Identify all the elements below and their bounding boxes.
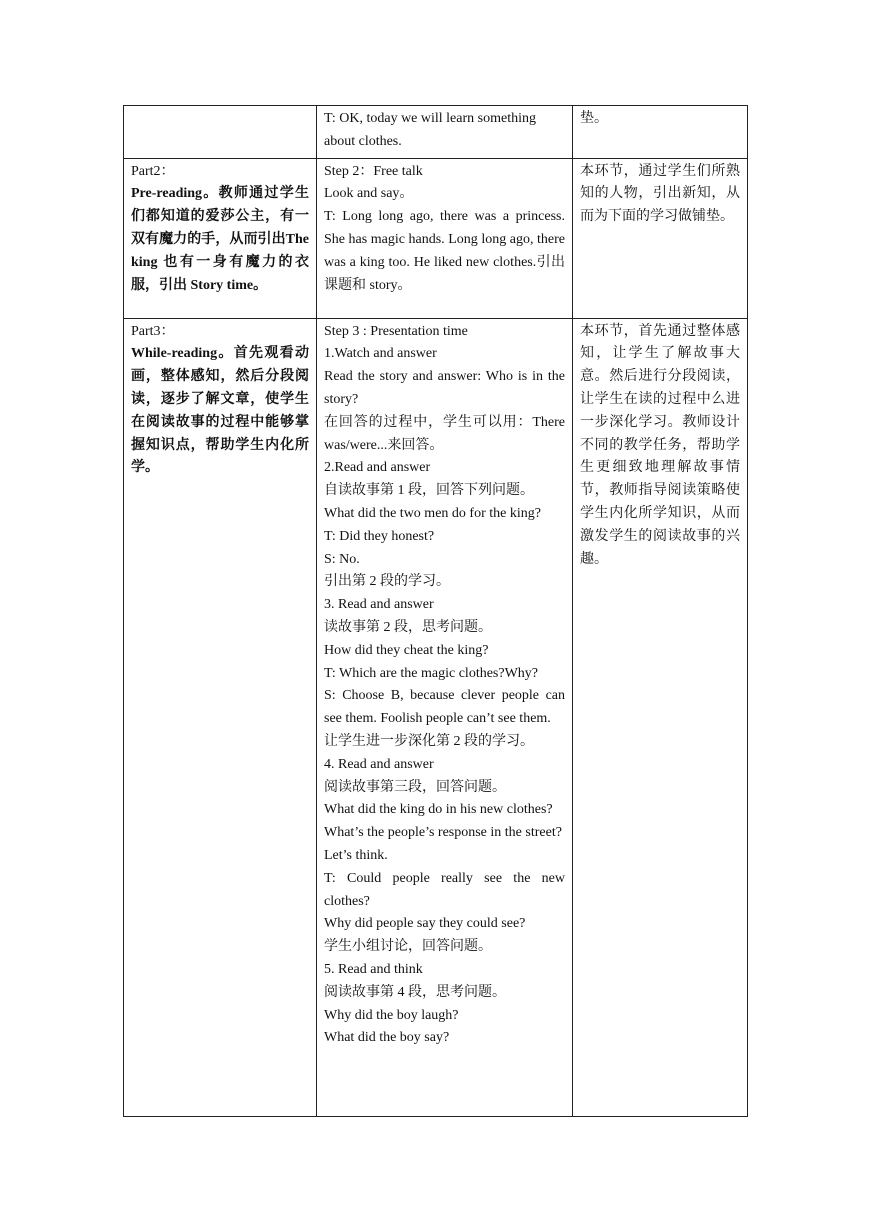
process-line: S: No.	[324, 551, 360, 567]
process-line: 1.Watch and answer	[324, 346, 437, 362]
process-line: 学生小组讨论，回答问题。	[324, 939, 492, 955]
process-line: 阅读故事第三段，回答问题。	[324, 779, 506, 795]
stage-label: Part3：	[131, 323, 175, 339]
process-line: 阅读故事第 4 段，思考问题。	[324, 984, 506, 1000]
process-line: Step 2：Free talk	[324, 163, 423, 179]
process-line: S: Choose B, because clever people can see them. Foolish people can’t see them.	[324, 688, 565, 727]
process-line: 4. Read and answer	[324, 756, 434, 772]
notes-text: 本环节，通过学生们所熟知的人物，引出新知，从而为下面的学习做铺垫。	[580, 163, 740, 225]
process-line: 读故事第 2 段，思考问题。	[324, 619, 492, 635]
process-line: Look and say。	[324, 186, 414, 202]
process-line: T: Long long ago, there was a princess. She has magic hands. Long long ago, there was a king too. He liked new clothes.引出课题和 story。	[324, 209, 565, 293]
stage-description: While-reading。首先观看动画，整体感知，然后分段阅读，逐步了解文章，使学生在阅读故事的过程中能够掌握知识点，帮助学生内化所学。	[131, 346, 309, 476]
table-row	[124, 106, 748, 159]
stage-cell	[124, 318, 317, 1116]
process-line: T: Could people really see the new clothes?	[324, 870, 565, 909]
notes-text: 垫。	[580, 111, 608, 126]
process-line: Why did people say they could see?	[324, 916, 526, 932]
process-line: How did they cheat the king?	[324, 642, 489, 658]
process-line: T: Which are the magic clothes?Why?	[324, 665, 539, 681]
process-line: 自读故事第 1 段，回答下列问题。	[324, 483, 534, 499]
process-cell	[317, 318, 573, 1116]
process-line: 3. Read and answer	[324, 597, 434, 613]
lesson-plan-table	[123, 105, 748, 1117]
process-line: 2.Read and answer	[324, 460, 431, 476]
process-line: 引出第 2 段的学习。	[324, 574, 450, 590]
notes-cell	[573, 158, 748, 318]
process-line: about clothes.	[324, 133, 402, 149]
process-line: T: OK, today we will learn something	[324, 111, 536, 126]
process-line: 在回答的过程中，学生可以用：There was/were...来回答。	[324, 414, 565, 453]
notes-text: 本环节，首先通过整体感知，让学生了解故事大意。然后进行分段阅读，让学生在读的过程中么进一步深化学习。教师设计不同的教学任务，帮助学生更细致地理解故事情节，教师指导阅读策略使学生内化所学知识，从而激发学生的阅读故事的兴趣。	[580, 323, 740, 567]
process-line: Why did the boy laugh?	[324, 1007, 459, 1023]
process-line: What did the boy say?	[324, 1030, 450, 1046]
process-line: T: Did they honest?	[324, 528, 435, 544]
process-line: 5. Read and think	[324, 961, 423, 977]
stage-cell	[124, 158, 317, 318]
stage-description: Pre-reading。教师通过学生们都知道的爱莎公主，有一双有魔力的手，从而引出The king 也有一身有魔力的衣服，引出 Story time。	[131, 186, 309, 293]
process-cell	[317, 106, 573, 159]
process-cell	[317, 158, 573, 318]
stage-cell	[124, 106, 317, 159]
table-row	[124, 158, 748, 318]
table-row	[124, 318, 748, 1116]
notes-cell	[573, 318, 748, 1116]
notes-cell	[573, 106, 748, 159]
process-line: 让学生进一步深化第 2 段的学习。	[324, 733, 534, 749]
process-line: Step 3 : Presentation time	[324, 323, 468, 339]
process-line: What’s the people’s response in the street?	[324, 825, 562, 841]
process-line: What did the king do in his new clothes?	[324, 802, 553, 818]
process-line: What did the two men do for the king?	[324, 505, 541, 521]
process-line: Let’s think.	[324, 847, 388, 863]
stage-label: Part2：	[131, 163, 175, 179]
process-line: Read the story and answer: Who is in the story?	[324, 369, 565, 407]
